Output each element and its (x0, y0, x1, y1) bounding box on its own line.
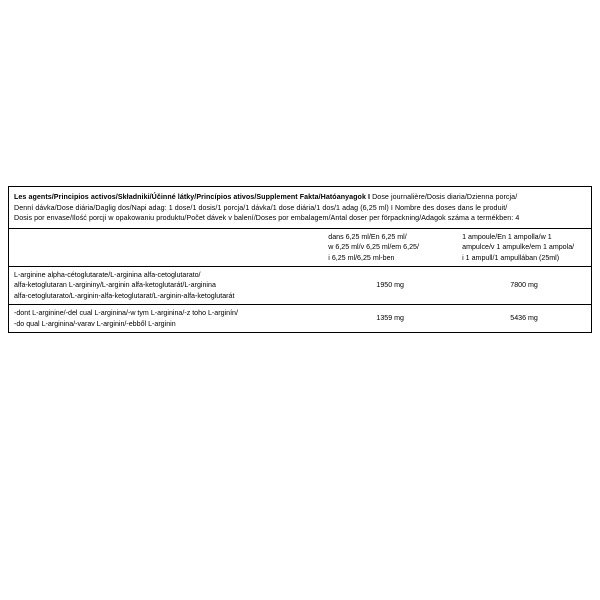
sub-ingredient-name (9, 305, 323, 332)
ampoule-head-line-1: 1 ampoule/En 1 ampolla/w 1 (462, 232, 552, 241)
ampoule-head-line-2: ampulce/v 1 ampulke/em 1 ampola/ (462, 243, 575, 252)
sub-ingredient-ampoule-value: 5436 mg (510, 314, 538, 323)
ingredient-line-2: alfa-ketoglutaran L-argininy/L-arginin alfa-ketoglutarát/L-arginina (14, 281, 216, 290)
ingredient-dose-value: 1950 mg (323, 267, 457, 305)
header-line-3: Dosis por envase/Ilość porcji w opakowaniu produktu/Počet dávek v balení/Doses por embalagem/Antal doser per förpackning/Adagok száma a termékben: 4 (14, 214, 520, 223)
header-cell-ingredient (9, 229, 323, 267)
ingredient-name (9, 267, 323, 305)
dose-head-line-1: dans 6,25 ml/En 6,25 ml/ (328, 232, 407, 241)
sub-ingredient-line-1: -dont L-arginine/-del cual L-arginina/-w tym L-arginina/-z toho L-arginín/ (14, 309, 238, 318)
header-line-1 (14, 192, 586, 203)
dose-head-line-2: w 6,25 ml/v 6,25 ml/em 6,25/ (328, 243, 419, 252)
header-lead-label: Les agents/Principios activos/Składniki/Účinné látky/Princípios ativos/Supplement Fakta/Hatóanyagok I (14, 193, 371, 201)
panel-header (9, 187, 591, 229)
ingredient-line-1: L-arginine alpha-cétoglutarate/L-arginina alfa-cetoglutarato/ (14, 271, 201, 279)
header-line-1-rest: Dose journalière/Dosis diaria/Dzienna porcja/ (370, 193, 518, 201)
sub-ingredient-dose-value: 1359 mg (376, 314, 404, 323)
table-row (9, 267, 591, 305)
header-cell-ampoule (457, 229, 591, 267)
ingredient-ampoule-value: 7800 mg (457, 267, 591, 305)
facts-table (9, 229, 591, 332)
header-line-2: Denní dávka/Dose diária/Daglig dos/Napi adag: 1 dose/1 dosis/1 porcja/1 dávka/1 dose diária/1 dos/1 adag (6,25 ml) I Nombre des doses dans le produit/ (14, 203, 508, 212)
table-header-row (9, 229, 591, 267)
table-row (9, 305, 591, 332)
ampoule-head-line-3: i 1 ampull/1 ampullában (25ml) (462, 253, 560, 262)
ingredient-line-3: alfa-cetoglutarato/L-arginin-alfa-ketoglutarat/L-arginin-alfa-ketoglutarát (14, 291, 235, 300)
header-cell-dose (323, 229, 457, 267)
supplement-facts-panel (8, 186, 592, 333)
sub-ingredient-line-2: -do qual L-arginina/-varav L-arginin/-ebből L-arginin (14, 319, 176, 328)
dose-head-line-3: i 6,25 ml/6,25 ml-ben (328, 253, 395, 262)
